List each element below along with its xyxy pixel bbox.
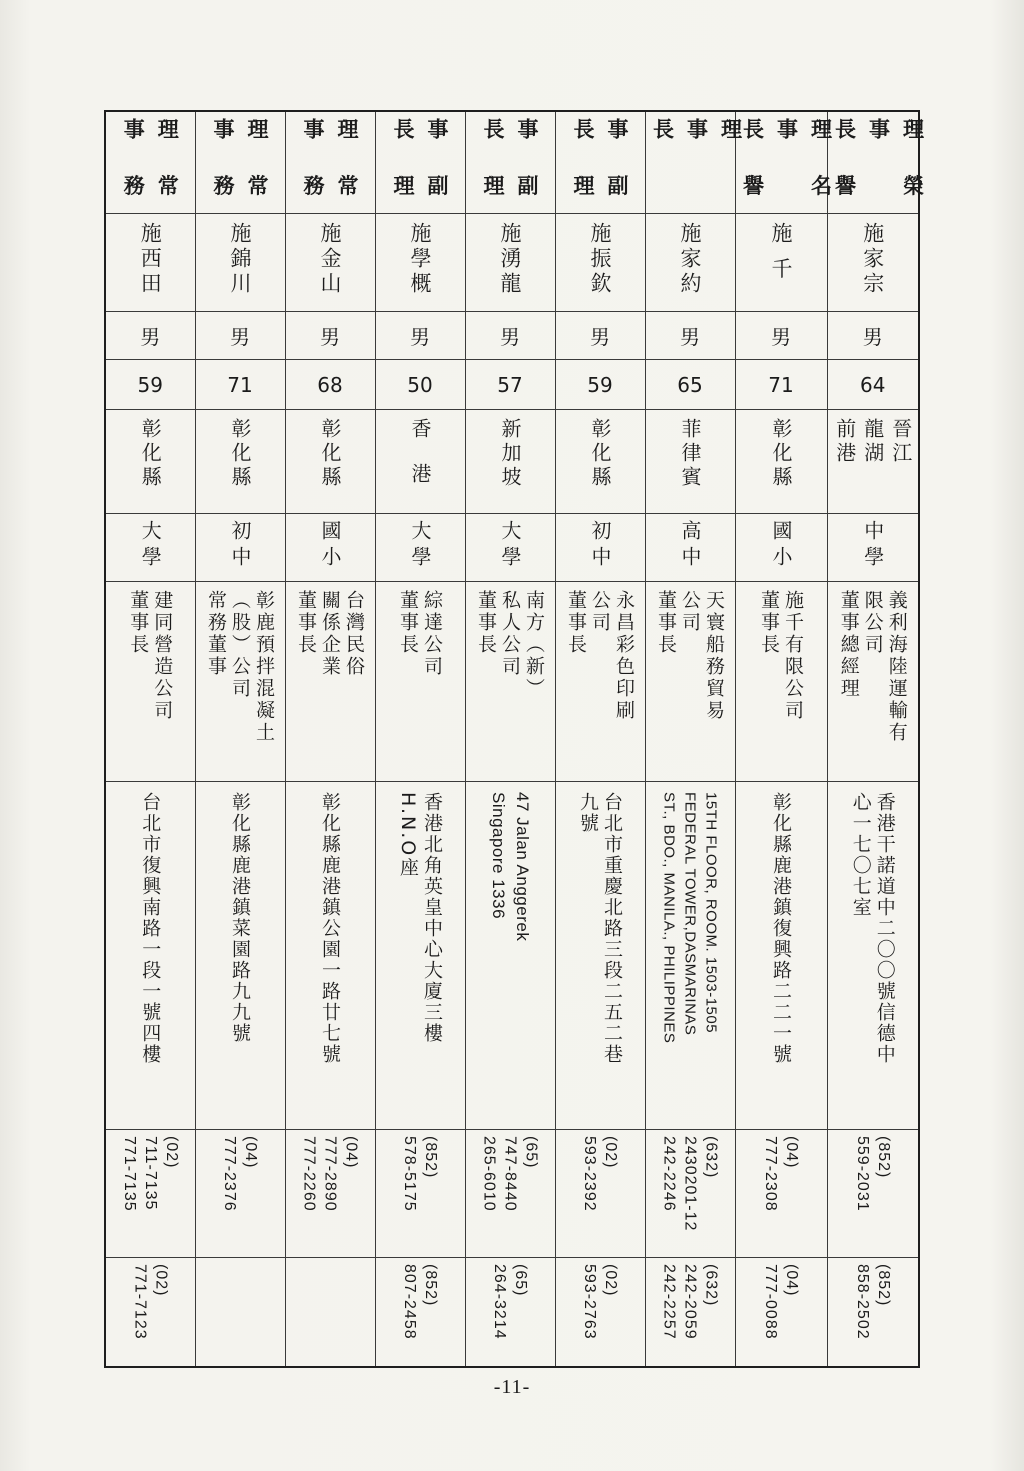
row-age [105,360,919,410]
phone-text: (852) 559-2031 [853,1136,892,1212]
birthplace-text: 彰化縣 [769,418,793,491]
name-cell [645,214,735,312]
education-cell [105,514,195,582]
fax-cell [465,1258,555,1367]
address-text: 台北市復興南路一段一號四樓 [139,792,162,1066]
birthplace-text: 菲律賓 [678,418,702,491]
address-cell [375,782,465,1130]
phone-cell [465,1130,555,1258]
education-text: 大學 [408,520,432,573]
education-cell [285,514,375,582]
member-name: 施湧龍 [498,222,522,298]
education-cell [195,514,285,582]
phone-cell [645,1130,735,1258]
education-text: 國小 [318,520,342,573]
birthplace-cell [105,410,195,514]
address-cell [105,782,195,1130]
title-cell [465,111,555,214]
page-number: -11- [493,1376,531,1398]
fax-cell [555,1258,645,1367]
row-occupation [105,582,919,782]
occupation-text: 建同營造公司 董事長 [127,590,174,723]
occupation-text: 義利海陸運輸有 限公司 董事總經理 [837,590,908,745]
gender-cell: 男 [735,312,827,360]
member-name: 施 千 [769,222,793,283]
education-cell [375,514,465,582]
title-text: 理 常 事 務 [301,118,359,210]
address-cell [285,782,375,1130]
title-cell [105,111,195,214]
title-cell [375,111,465,214]
phone-text: (04) 777-2308 [762,1136,800,1212]
gender-cell: 男 [285,312,375,360]
phone-cell [105,1130,195,1258]
name-cell [195,214,285,312]
birthplace-text: 彰化縣 [588,418,612,491]
member-name: 施家宗 [860,222,885,298]
occupation-text: 綜達公司 董事長 [397,590,443,679]
address-text: 彰化縣鹿港鎮公園一路廿七號 [319,792,341,1066]
name-cell [285,214,375,312]
occupation-cell [105,582,195,782]
occupation-text: 永昌彩色印刷 公司 董事長 [565,590,635,723]
address-text: 香港干諾道中二〇〇號信德中 心一七〇七室 [849,792,896,1066]
birthplace-cell [645,410,735,514]
age-cell: 64 [827,360,919,410]
occupation-cell [735,582,827,782]
phone-cell [195,1130,285,1258]
address-cell [645,782,735,1130]
phone-cell [285,1130,375,1258]
member-name: 施學概 [408,222,432,298]
gender-cell: 男 [555,312,645,360]
address-cell [465,782,555,1130]
fax-cell [195,1258,285,1367]
title-text: 事 副 長 理 [481,118,539,210]
title-text: 事 副 長 理 [571,118,629,210]
education-text: 初中 [228,520,252,573]
gender-cell: 男 [105,312,195,360]
education-text: 國小 [769,520,793,573]
address-cell [827,782,919,1130]
gender-cell: 男 [375,312,465,360]
fax-text: (02) 593-2763 [581,1264,619,1340]
age-cell: 57 [465,360,555,410]
name-cell [735,214,827,312]
phone-cell [375,1130,465,1258]
fax-text: (65) 264-3214 [491,1264,529,1340]
occupation-text: 天寰船務貿易 公司 董事長 [655,590,725,723]
phone-text: (65) 747-8440 265-6010 [480,1136,540,1212]
name-cell [375,214,465,312]
title-text: 理 榮 事 長 譽 [832,118,925,210]
row-address [105,782,919,1130]
fax-cell [645,1258,735,1367]
gender-cell: 男 [465,312,555,360]
occupation-cell [827,582,919,782]
birthplace-text: 彰化縣 [228,418,252,491]
row-birthplace [105,410,919,514]
address-text: 香港北角英皇中心大廈三樓 H.N.O座 [397,792,443,1045]
age-cell: 50 [375,360,465,410]
member-name: 施錦川 [228,222,252,298]
address-text: 台北市重慶北路三段二五二巷 九號 [577,792,623,1066]
address-cell [195,782,285,1130]
title-text: 理 常 事 務 [121,118,180,210]
member-name: 施家約 [678,222,702,298]
age-cell: 65 [645,360,735,410]
phone-cell [827,1130,919,1258]
row-name [105,214,919,312]
fax-cell [827,1258,919,1367]
name-cell [465,214,555,312]
education-text: 高中 [678,520,702,573]
occupation-cell [555,582,645,782]
birthplace-cell [827,410,919,514]
education-cell [645,514,735,582]
fax-cell [105,1258,195,1367]
birthplace-cell [375,410,465,514]
education-cell [735,514,827,582]
title-text: 事 副 長 理 [391,118,449,210]
row-education [105,514,919,582]
member-name: 施振欽 [588,222,612,298]
birthplace-text: 彰化縣 [138,418,163,491]
phone-text: (04) 777-2890 777-2260 [300,1136,360,1212]
phone-cell [555,1130,645,1258]
fax-cell [735,1258,827,1367]
address-text: 47 Jalan Anggerek Singapore 1336 [489,792,532,942]
phone-text: (02) 593-2392 [581,1136,619,1212]
education-text: 大學 [138,520,163,573]
age-cell: 71 [735,360,827,410]
occupation-text: 彰鹿預拌混凝土 （股）公司 常務董事 [205,590,275,745]
occupation-cell [465,582,555,782]
occupation-text: 南方（新） 私人公司 董事長 [475,590,545,701]
address-text: 彰化縣鹿港鎮復興路二二一號 [770,792,792,1066]
address-text: 15TH FLOOR, ROOM. 1503-1505 FEDERAL TOWER,DASMARINAS ST., BDO., MANILA., PHILIPPINES [660,792,720,1044]
birthplace-cell [285,410,375,514]
age-cell: 71 [195,360,285,410]
birthplace-text: 彰化縣 [318,418,342,491]
occupation-cell [375,582,465,782]
fax-cell [285,1258,375,1367]
occupation-cell [645,582,735,782]
birthplace-text: 晉江 龍湖 前港 [832,418,913,467]
title-cell [555,111,645,214]
age-cell: 59 [555,360,645,410]
birthplace-cell [195,410,285,514]
education-text: 中學 [860,520,885,573]
birthplace-cell [735,410,827,514]
title-text: 理 事 長 [650,118,743,153]
name-cell [555,214,645,312]
member-name: 施西田 [138,222,163,298]
fax-text: (852) 807-2458 [401,1264,439,1340]
gender-cell: 男 [645,312,735,360]
title-text: 理 常 事 務 [211,118,269,210]
fax-text: (852) 858-2502 [853,1264,892,1340]
title-text: 理 名 事 長 譽 [740,118,833,210]
title-cell [285,111,375,214]
fax-text: (02) 771-7123 [131,1264,170,1340]
phone-text: (632) 2430201-12 242-2246 [660,1136,720,1232]
education-text: 初中 [588,520,612,573]
occupation-cell [195,582,285,782]
row-phone [105,1130,919,1258]
birthplace-text: 香 港 [408,418,432,488]
title-cell [195,111,285,214]
age-cell: 68 [285,360,375,410]
name-cell [105,214,195,312]
address-cell [555,782,645,1130]
address-cell [735,782,827,1130]
phone-text: (852) 578-5175 [401,1136,439,1212]
birthplace-cell [465,410,555,514]
phone-text: (04) 777-2376 [221,1136,259,1212]
title-cell [645,111,743,214]
occupation-text: 台灣民俗 關係企業 董事長 [295,590,365,679]
gender-cell: 男 [195,312,285,360]
row-gender [105,312,919,360]
age-cell: 59 [105,360,195,410]
education-cell [827,514,919,582]
education-cell [465,514,555,582]
phone-cell [735,1130,827,1258]
phone-text: (02) 711-7135 771-7135 [120,1136,180,1212]
fax-cell [375,1258,465,1367]
member-name: 施金山 [318,222,342,298]
member-roster-table [104,110,925,1368]
row-fax [105,1258,919,1367]
fax-text: (632) 242-2059 242-2257 [660,1264,720,1340]
address-text: 彰化縣鹿港鎮菜園路九九號 [229,792,251,1045]
occupation-cell [285,582,375,782]
birthplace-text: 新加坡 [498,418,522,491]
gender-cell: 男 [827,312,919,360]
occupation-text: 施千有限公司 董事長 [758,590,804,723]
title-cell [735,111,833,214]
education-text: 大學 [498,520,522,573]
fax-text: (04) 777-0088 [762,1264,800,1340]
education-cell [555,514,645,582]
row-title [105,111,919,214]
name-cell [827,214,919,312]
title-cell [827,111,925,214]
birthplace-cell [555,410,645,514]
